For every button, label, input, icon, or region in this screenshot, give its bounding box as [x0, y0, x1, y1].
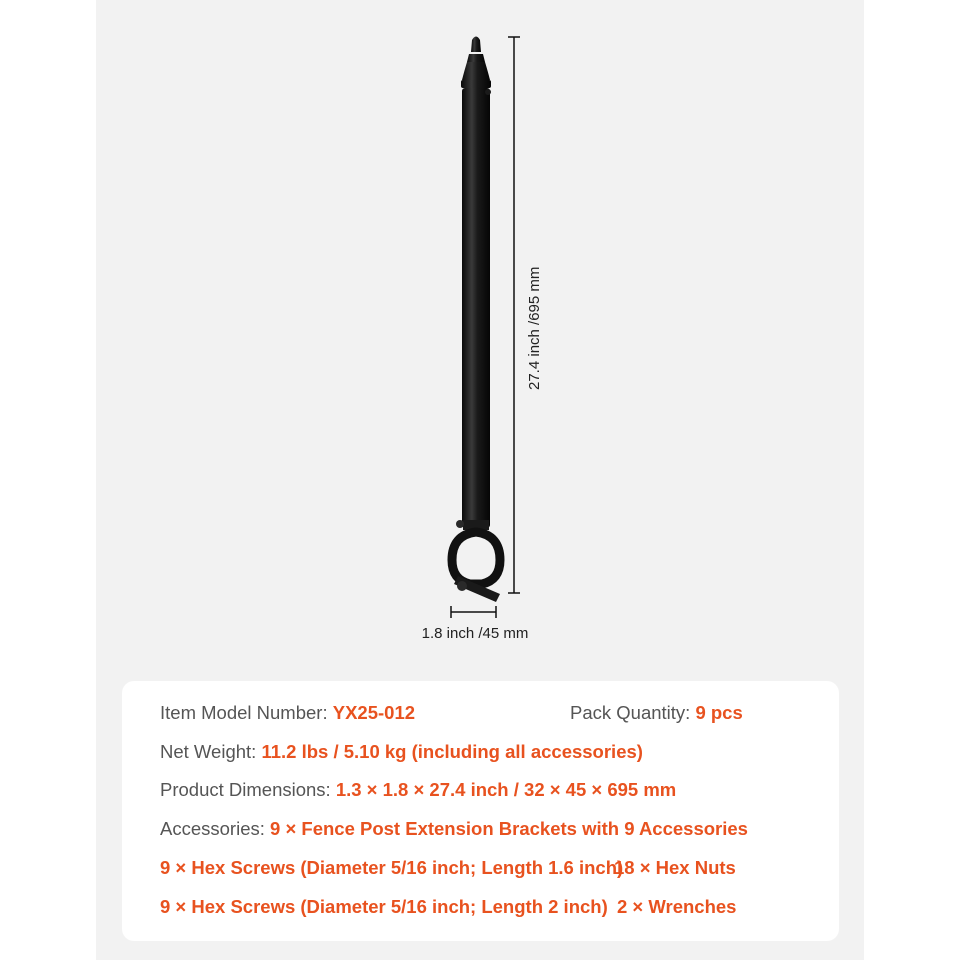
pack-value: 9 pcs	[695, 702, 743, 723]
accessories-label: Accessories:	[160, 818, 265, 839]
specs-card	[122, 681, 839, 941]
hex-nuts: 18 × Hex Nuts	[614, 857, 736, 878]
post-body	[462, 88, 490, 528]
model-label: Item Model Number:	[160, 702, 328, 723]
pack-row	[570, 702, 743, 724]
accessories-row	[160, 818, 748, 840]
hex-screws-1: 9 × Hex Screws (Diameter 5/16 inch; Length 1.6 inch)	[160, 857, 624, 878]
height-dimension	[508, 37, 520, 593]
weight-value: 11.2 lbs / 5.10 kg (including all accessories)	[261, 741, 643, 762]
pack-label: Pack Quantity:	[570, 702, 691, 723]
model-value: YX25-012	[332, 702, 416, 723]
accessories-value: 9 × Fence Post Extension Brackets with 9 Accessories	[270, 818, 748, 839]
wrenches: 2 × Wrenches	[617, 896, 737, 917]
width-dimension	[451, 606, 496, 618]
height-label: 27.4 inch /695 mm	[526, 266, 543, 390]
weight-row	[160, 741, 643, 763]
weight-label: Net Weight:	[160, 741, 257, 762]
model-row	[160, 702, 415, 724]
width-label: 1.8 inch /45 mm	[421, 625, 529, 642]
dimensions-label: Product Dimensions:	[160, 779, 331, 800]
hex-screws-2: 9 × Hex Screws (Diameter 5/16 inch; Length 2 inch)	[160, 896, 608, 917]
post-finial	[461, 37, 491, 89]
post-bracket	[452, 520, 500, 602]
dimensions-row	[160, 779, 676, 801]
dimensions-value: 1.3 × 1.8 × 27.4 inch / 32 × 45 × 695 mm	[335, 779, 677, 800]
